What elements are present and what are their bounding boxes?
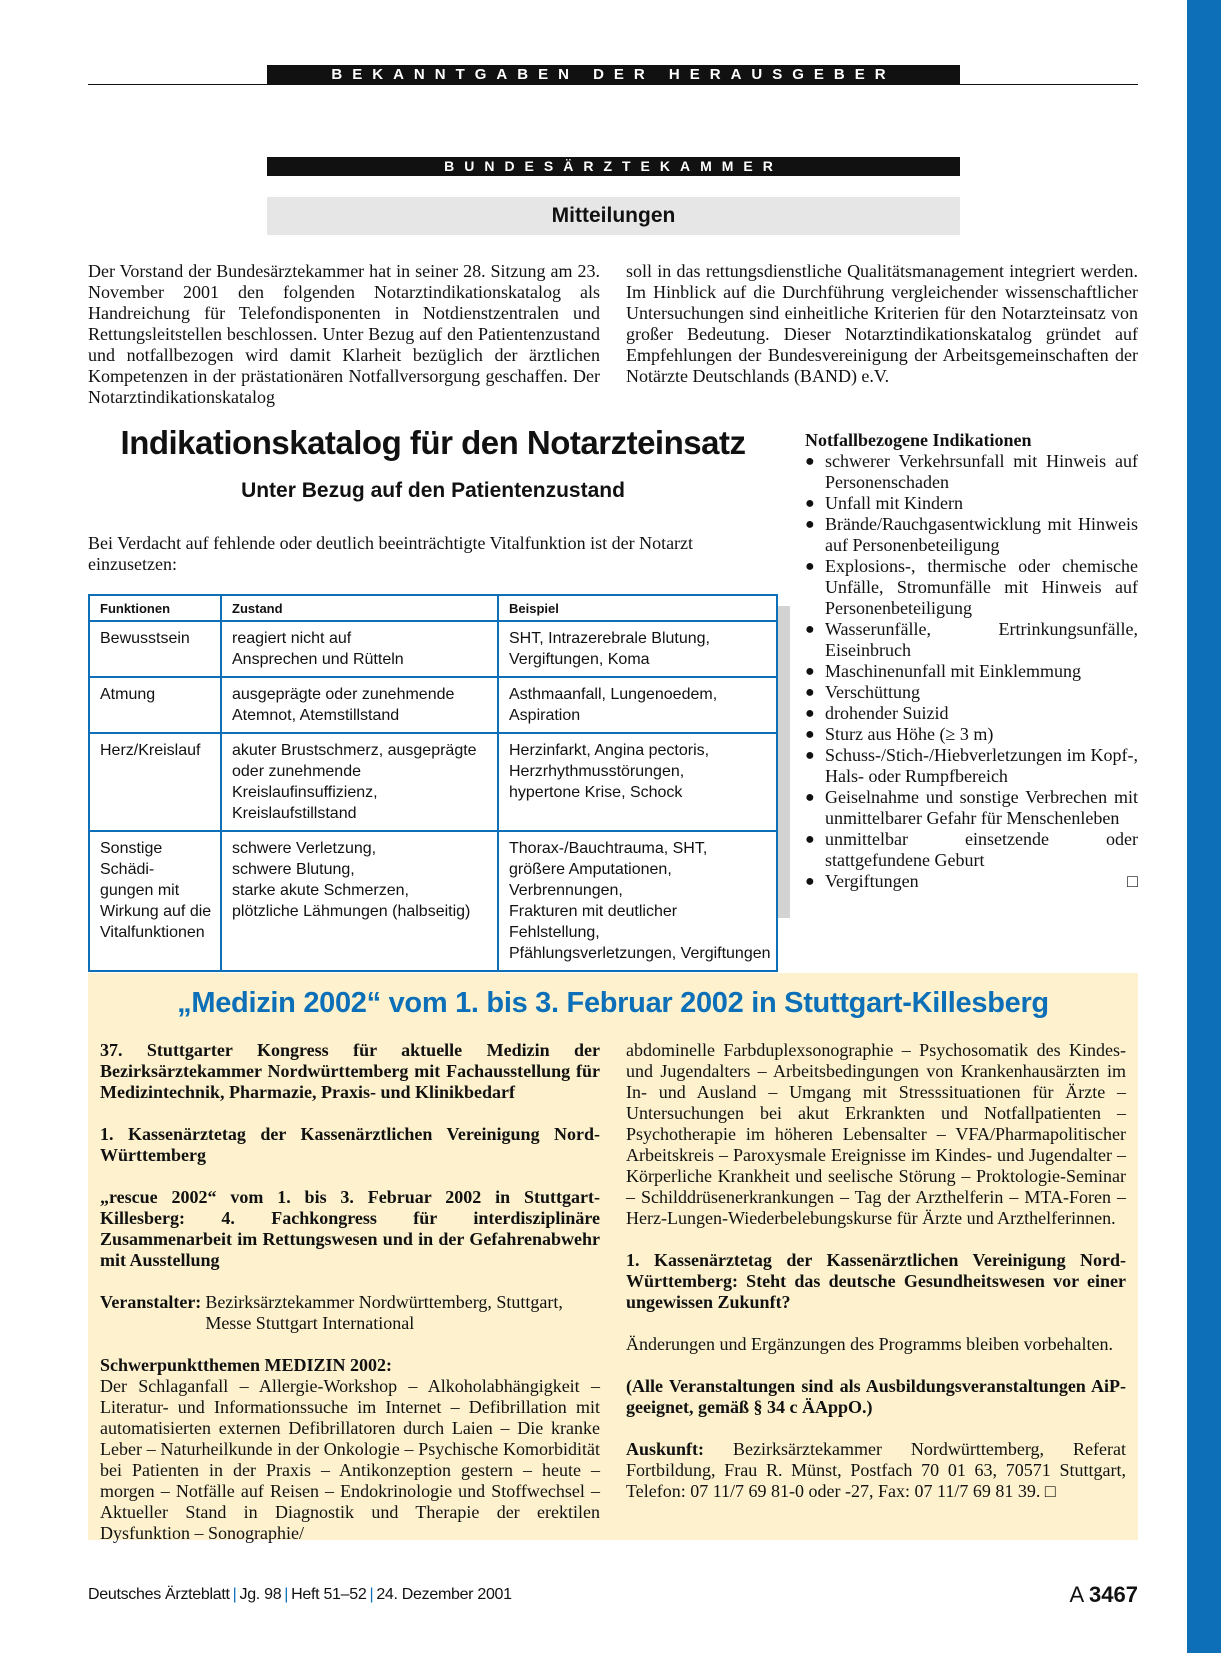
list-item-text: Brände/Rauchgasentwicklung mit Hinweis auf Personenbeteiligung [825, 514, 1138, 555]
cell-line: Ansprechen und Rütteln [232, 651, 404, 668]
katalog-title: Indikationskatalog für den Notarzteinsatz [120, 424, 746, 461]
event-themen [100, 1355, 600, 1544]
table-cell-zustand [221, 677, 498, 733]
bullet-icon: ● [805, 873, 815, 890]
event-kongress: 37. Stuttgarter Kongress für aktuelle Medizin der Bezirksärztekammer Nordwürttemberg mit Fachausstellung für Medizintechnik, Pharmazie, Praxis- und Klinikbedarf [100, 1040, 600, 1102]
bullet-icon: ● [805, 705, 815, 722]
cell-line: Vergiftungen, Koma [509, 651, 650, 668]
event-kassenaerztetag: 1. Kassenärztetag der Kassenärztlichen Vereinigung Nord-Württemberg [100, 1124, 600, 1165]
cell-line: Vitalfunktionen [100, 924, 205, 941]
list-item [805, 787, 1138, 829]
list-item-text: drohender Suizid [825, 703, 949, 723]
table-cell-funktion [89, 831, 221, 971]
table-row [89, 677, 777, 733]
cell-line: Atmung [100, 686, 156, 703]
event-title: „Medizin 2002“ vom 1. bis 3. Februar 2002 in Stuttgart-Killesberg [177, 987, 1049, 1019]
list-item [805, 556, 1138, 619]
column-header-beispiel: Beispiel [498, 595, 777, 621]
table-cell-beispiel [498, 621, 777, 677]
themen-text: Der Schlaganfall – Allergie-Workshop – Alkoholabhängigkeit – Literatur- und Informationssuche im Internet – Defibrillation mit automatisierten externen Defibrillatoren durch Laien – Die kranke Leber – Naturheilkunde in der Onkologie – Psychische Komorbidität bei Patienten in der Praxis – Antikonzeption gestern – heute – morgen – Notfälle auf Reisen – Endokrinologie und Stoffwechsel – Aktueller Stand in Diagnostik und Therapie der erektilen Dysfunktion – Sonographie/ [100, 1376, 600, 1543]
cell-line: akuter Brustschmerz, ausgeprägte [232, 742, 477, 759]
intro-left-column: Der Vorstand der Bundesärztekammer hat in seiner 28. Sitzung am 23. November 2001 den folgenden Notarztindikationskatalog als Handreichung für Telefondisponenten in Notdienstzentralen und Rettungsleitstellen beschlossen. Unter Bezug auf den Patientenzustand und notfallbezogen wird damit Klarheit bezüglich der ärztlichen Kompetenzen in der prästationären Notfallversorgung geschaffen. Der Notarztindikationskatalog [88, 261, 600, 407]
auskunft [626, 1439, 1126, 1502]
bullet-icon: ● [805, 789, 815, 806]
list-item [805, 514, 1138, 556]
cell-line: Asthmaanfall, Lungenoedem, [509, 686, 718, 703]
veranstalter-line-2: Messe Stuttgart International [205, 1313, 415, 1333]
list-item [805, 724, 1138, 745]
list-item-text: Geiselnahme und sonstige Verbrechen mit unmittelbarer Gefahr für Menschenleben [825, 787, 1138, 828]
cell-line: hypertone Krise, Schock [509, 784, 683, 801]
aip-note: (Alle Veranstaltungen sind als Ausbildungsveranstaltungen AiP-geeignet, gemäß § 34 c ÄAppO.) [626, 1376, 1126, 1417]
bullet-icon: ● [805, 726, 815, 743]
table-body [89, 621, 777, 971]
indikations-table [88, 594, 778, 972]
cell-line: ausgeprägte oder zunehmende [232, 686, 455, 703]
bullet-icon: ● [805, 684, 815, 701]
list-item [805, 745, 1138, 787]
list-item-text: schwerer Verkehrsunfall mit Hinweis auf Personenschaden [825, 451, 1138, 492]
bullet-icon: ● [805, 516, 815, 533]
page-number: 3467 [1089, 1582, 1138, 1607]
cell-line: Thorax-/Bauchtrauma, SHT, [509, 840, 708, 857]
bullet-icon: ● [805, 495, 815, 512]
list-item [805, 703, 1138, 724]
header-banner: BEKANNTGABEN DER HERAUSGEBER [267, 65, 960, 85]
cell-line: Kreislaufstillstand [232, 805, 357, 822]
table-cell-funktion [89, 733, 221, 831]
section-title: Mitteilungen [267, 197, 960, 235]
cell-line: reagiert nicht auf [232, 630, 352, 647]
intro-right-column: soll in das rettungsdienstliche Qualitätsmanagement integriert werden. Im Hinblick auf die Durchführung vergleichender wissenschaftlicher Untersuchungen sind einheitliche Kriterien für den Notarzteinsatz von großer Bedeutung. Dieser Notarztindikationskatalog gründet auf Empfehlungen der Bundesvereinigung der Arbeitsgemeinschaften der Notärzte Deutschlands (BAND) e.V. [626, 261, 1138, 386]
table-cell-beispiel [498, 677, 777, 733]
cell-line: größere Amputationen, Verbrennungen, [509, 861, 672, 899]
themen-continued: abdominelle Farbduplexsonographie – Psychosomatik des Kindes- und Jugendalters – Arbeitsbedingungen von Krankenhausärzten im In- und Ausland – Umgang mit Stresssituationen für Ärzte – Untersuchungen bei akut Erkrankten und Notfallpatienten – Psychotherapie im höheren Lebensalter – VFA/Pharmapolitischer Arbeitskreis – Paroxysmale Ereignisse im Kindes- und Jugendalter – Körperliche Krankheit und seelische Störung – Proktologie-Seminar – Schilddrüsenerkrankungen – Tag der Arzthelferin – MTA-Foren – Herz-Lungen-Wiederbelebungskurse für Ärzte und Arzthelferinnen. [626, 1040, 1126, 1228]
footer-jg: Jg. 98 [239, 1586, 282, 1603]
list-item [805, 493, 1138, 514]
cell-line: gungen mit [100, 882, 180, 899]
cell-line: schwere Blutung, [232, 861, 355, 878]
indikations-table-wrapper [88, 594, 778, 972]
end-mark-icon: □ [1127, 871, 1138, 891]
veranstalter-value [205, 1292, 563, 1334]
list-item-text: Maschinenunfall mit Einklemmung [825, 661, 1081, 681]
cell-line: Aspiration [509, 707, 581, 724]
veranstalter-line-1: Bezirksärztekammer Nordwürttemberg, Stuttgart, [205, 1292, 563, 1312]
table-cell-zustand [221, 831, 498, 971]
bullet-icon: ● [805, 558, 815, 575]
column-header-zustand: Zustand [221, 595, 498, 621]
cell-line: Sonstige Schädi- [100, 840, 163, 878]
table-cell-beispiel [498, 733, 777, 831]
footer-separator: | [232, 1586, 237, 1603]
cell-line: oder zunehmende Kreislaufinsuffizienz, [232, 763, 378, 801]
cell-line: starke akute Schmerzen, [232, 882, 409, 899]
themen-heading: Schwerpunktthemen MEDIZIN 2002: [100, 1355, 393, 1375]
table-cell-beispiel [498, 831, 777, 971]
footer-separator: | [369, 1586, 374, 1603]
katalog-subtitle: Unter Bezug auf den Patientenzustand [241, 479, 625, 502]
cell-line: plötzliche Lähmungen (halbseitig) [232, 903, 471, 920]
list-item-text: unmittelbar einsetzende oder stattgefundene Geburt [825, 829, 1138, 870]
list-item-text: Verschüttung [825, 682, 920, 702]
section-banner: BUNDESÄRZTEKAMMER [267, 157, 960, 176]
auskunft-label: Auskunft: [626, 1439, 705, 1459]
list-item [805, 829, 1138, 871]
column-header-funktionen: Funktionen [89, 595, 221, 621]
list-item-text: Unfall mit Kindern [825, 493, 963, 513]
list-item-text: Explosions-, thermische oder chemische Unfälle, Stromunfälle mit Hinweis auf Personenbeteiligung [825, 556, 1138, 618]
table-cell-zustand [221, 621, 498, 677]
page-prefix: A [1069, 1582, 1083, 1607]
auskunft-text: Bezirksärztekammer Nordwürttemberg, Referat Fortbildung, Frau R. Münst, Postfach 70 01 63, 70571 Stuttgart, Telefon: 07 11/7 69 81-0 oder -27, Fax: 07 11/7 69 81 39. [626, 1439, 1126, 1501]
footer-date: 24. Dezember 2001 [376, 1586, 512, 1603]
event-rescue: „rescue 2002“ vom 1. bis 3. Februar 2002 in Stuttgart-Killesberg: 4. Fachkongress für interdisziplinäre Zusammenarbeit im Rettungswesen und in der Gefahrenabwehr mit Ausstellung [100, 1187, 600, 1270]
list-item [805, 451, 1138, 493]
end-mark-icon: □ [1044, 1481, 1056, 1501]
sidebar-color-strip [1187, 0, 1221, 1653]
table-cell-funktion [89, 677, 221, 733]
table-cell-funktion [89, 621, 221, 677]
footer-heft: Heft 51–52 [291, 1586, 367, 1603]
cell-line: Frakturen mit deutlicher Fehlstellung, [509, 903, 678, 941]
bullet-icon: ● [805, 747, 815, 764]
table-cell-zustand [221, 733, 498, 831]
event-right-column [626, 1040, 1126, 1523]
bullet-icon: ● [805, 831, 815, 848]
veranstalter-label: Veranstalter: [100, 1292, 202, 1312]
bullet-icon: ● [805, 453, 815, 470]
cell-line: Herzrhythmusstörungen, [509, 763, 685, 780]
list-item [805, 661, 1138, 682]
notfall-indikationen [805, 430, 1138, 892]
list-item-text: Vergiftungen [825, 871, 919, 891]
list-item-text: Sturz aus Höhe (≥ 3 m) [825, 724, 994, 744]
table-row [89, 831, 777, 971]
bullet-icon: ● [805, 663, 815, 680]
footer-journal: Deutsches Ärzteblatt [88, 1586, 230, 1603]
cell-line: Herz/Kreislauf [100, 742, 201, 759]
cell-line: Pfählungsverletzungen, Vergiftungen [509, 945, 771, 962]
bullet-icon: ● [805, 621, 815, 638]
page-footer [88, 1582, 1138, 1608]
footer-citation [88, 1586, 512, 1604]
list-item [805, 619, 1138, 661]
aenderungen-note: Änderungen und Ergänzungen des Programms bleiben vorbehalten. [626, 1334, 1114, 1354]
table-row [89, 733, 777, 831]
katalog-lead: Bei Verdacht auf fehlende oder deutlich beeinträchtigte Vitalfunktion ist der Notarzt einzusetzen: [88, 533, 694, 574]
event-left-column [100, 1040, 600, 1544]
footer-separator: | [284, 1586, 289, 1603]
footer-page [1069, 1582, 1138, 1608]
table-row [89, 621, 777, 677]
cell-line: Herzinfarkt, Angina pectoris, [509, 742, 710, 759]
cell-line: schwere Verletzung, [232, 840, 377, 857]
cell-line: Bewusstsein [100, 630, 190, 647]
table-header-row [89, 595, 777, 621]
list-item-text: Wasserunfälle, Ertrinkungsunfälle, Eiseinbruch [825, 619, 1138, 660]
cell-line: Atemnot, Atemstillstand [232, 707, 400, 724]
list-item [805, 682, 1138, 703]
notfall-heading: Notfallbezogene Indikationen [805, 430, 1032, 450]
list-item [805, 871, 1138, 892]
notfall-list [805, 451, 1138, 892]
cell-line: SHT, Intrazerebrale Blutung, [509, 630, 710, 647]
cell-line: Wirkung auf die [100, 903, 212, 920]
kv-heading: 1. Kassenärztetag der Kassenärztlichen Vereinigung Nord-Württemberg: Steht das deutsche Gesundheitswesen vor einer ungewissen Zukunft? [626, 1250, 1126, 1312]
list-item-text: Schuss-/Stich-/Hiebverletzungen im Kopf-, Hals- oder Rumpfbereich [825, 745, 1138, 786]
event-veranstalter [100, 1292, 600, 1334]
